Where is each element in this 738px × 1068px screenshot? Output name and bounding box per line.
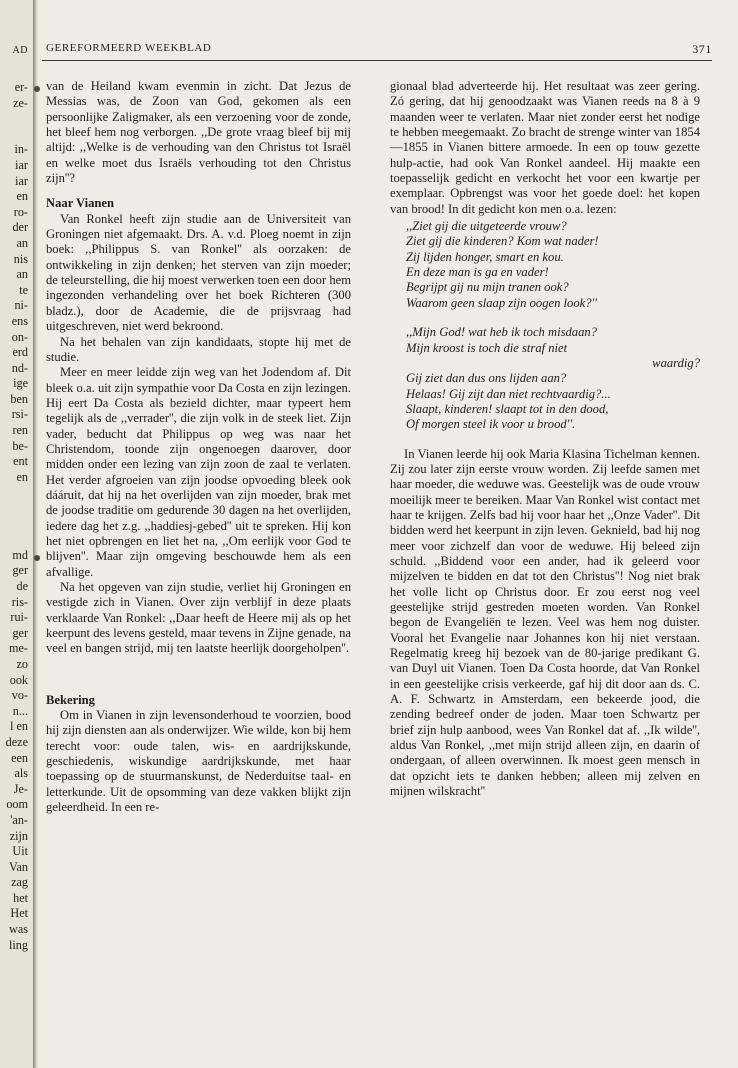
previous-page-line-fragment [6, 532, 28, 548]
poem-line: Helaas! Gij zijt dan niet rechtvaardig?... [406, 386, 611, 401]
previous-page-line-fragment: ren [12, 423, 28, 438]
previous-page-line-fragment: erd [12, 345, 28, 360]
previous-page-line-fragment [6, 501, 28, 517]
paragraph: gionaal blad adverteerde hij. Het resultaat was zeer gering. Zó gering, dat hij genoodzaakt was Vianen reeds na 8 à 9 maanden weer te verlaten. Maar niet zonder eerst het nodige te hebben meegemaakt. Zo bracht de strenge winter van 1854—1855 in Vianen bittere armoede. In een op touw gezette hulp-actie, had ook Van Ronkel aandeel. Hij maakte een toepasselijk gedicht en verkocht het voor een kwartje per exemplaar. Opbrengst was voor het goede doel: het kopen van brood! In dit gedicht kon men o.a. lezen: [390, 79, 700, 216]
previous-page-line-fragment: l en [10, 719, 28, 734]
section-heading-bekering: Bekering [46, 692, 95, 707]
previous-page-line-fragment: er- [14, 80, 28, 94]
paragraph: Om in Vianen in zijn levensonderhoud te voorzien, bood hij zijn diensten aan als onderwijzer. Wie wilde, kon bij hem terecht voor: oude talen, wis- en aardrijkskunde, geschiedenis, wiskundige aardrijkskunde, met haar toepassing op de stuurmanskunst, de Nederduitse taal- en letterkunde. Uit de opsomming van deze vakken blijkt zijn geleerdheid. In een re- [46, 708, 351, 815]
poem-line: waardig? [652, 355, 700, 370]
previous-page-line-fragment: an [16, 235, 28, 250]
poem-line: Begrijpt gij nu mijn tranen ook? [406, 280, 569, 295]
previous-page-line-fragment: Je- [13, 781, 28, 796]
previous-page-line-fragment: oom [6, 797, 28, 812]
poem-line: Of morgen steel ik voor u brood''. [406, 417, 576, 432]
running-header [46, 42, 712, 58]
poem-line: En deze man is ga en vader! [406, 265, 549, 280]
publication-title: GEREFORMEERD WEEKBLAD [46, 42, 212, 54]
spacer [390, 433, 700, 447]
margin-bullet-mark [34, 86, 40, 92]
previous-page-line-fragment: ben [10, 391, 28, 406]
previous-page-line-fragment: an [16, 267, 28, 282]
previous-page-line-fragment: de [16, 579, 28, 593]
previous-page-line-fragment: Uit [12, 844, 28, 859]
poem-stanza-2 [390, 325, 700, 432]
previous-page-line-fragment: ris- [11, 594, 28, 609]
previous-page-line-fragment: der [12, 220, 28, 235]
previous-page-line-fragment: Van [9, 859, 28, 874]
previous-page-line-fragment: ens [11, 313, 28, 328]
previous-page-text-fragments [6, 80, 28, 953]
previous-page-line-fragment: ze- [13, 95, 28, 110]
previous-page-line-fragment: en [16, 189, 28, 204]
previous-page-line-fragment: ger [12, 625, 28, 640]
previous-page-line-fragment: nd- [11, 360, 28, 375]
intro-paragraph: van de Heiland kwam evenmin in zicht. Dat Jezus de Messias was, de Zoon van God, gekomen als een persoonlijke Zaligmaker, als een verzoening voor de zonde, het bleef hem nog verborgen. ,,De grote vraag bleef bij mij altijd: ,,Welke is de verhouding van den Christus tot Israël en welke moet dus Israëls verhouding tot den Christus zijn''? [46, 79, 351, 186]
previous-page-line-fragment: md [12, 547, 28, 562]
poem-line: Gij ziet dan dus ons lijden aan? [406, 371, 567, 386]
book-spine-shadow [33, 0, 38, 1068]
previous-page-line-fragment: ige [13, 376, 28, 391]
previous-page-line-fragment: Het [10, 906, 28, 921]
previous-page-line-fragment: 'an- [10, 812, 28, 827]
previous-page-line-fragment: zag [11, 875, 28, 890]
previous-page-line-fragment: be- [12, 438, 28, 453]
paragraph: In Vianen leerde hij ook Maria Klasina Tichelman kennen. Zij zou later zijn eerste vrouw worden. Zij leefde samen met haar moeder, die weduwe was. Geestelijk was de oude vrouw moeilijk meer te bereiken. Maar Van Ronkel wist contact met haar te krijgen. Zelfs bad hij voor haar het ,,Onze Vader''. Dit bidden werd het keerpunt in zijn leven. Geknield, bad hij nog meer voor zichzelf dan voor de weduwe. Hij beleed zijn schuld. ,,Biddend voor een ander, had ik geleerd voor mijzelven te bidden en dat tot den Christus''! Nog niet brak het volle licht op Christus door. Er zou eerst nog veel geestelijke strijd gestreden moeten worden. Van Ronkel begon de Evangeliën te lezen. Veel was hem nog duister. Vooral het Evangelie naar Johannes kon hij niet verstaan. Regelmatig kreeg hij bezoek van de 80-jarige predikant G. van Duyl uit Vianen. Toen Da Costa hoorde, dat Van Ronkel in een geestelijke crisis verkeerde, gaf hij dit door aan ds. C. A. F. Schwartz in Amsterdam, een bekeerde jood, die zending bedreef onder de joden. Maar toen Schwartz per brief zijn hulp aanbood, wees Van Ronkel dat af. ,,Ik wilde'', aldus Van Ronkel, ,,met mijn strijd alleen zijn, en daarin of ondergaan, of alleen overwinnen. Ik moest geen mensch in dat opzicht iets te danken hebben; alleen mij zelven en mijnen wilskracht'' [390, 446, 700, 799]
previous-page-strip [0, 0, 34, 1068]
poem-line: Waarom geen slaap zijn oogen look?'' [406, 295, 597, 310]
previous-page-line-fragment: als [14, 766, 28, 781]
section-heading-naar-vianen: Naar Vianen [46, 196, 114, 211]
previous-page-line-fragment [6, 517, 28, 533]
header-rule [42, 60, 712, 61]
previous-page-line-fragment: nis [13, 251, 28, 266]
previous-page-line-fragment: te [19, 282, 28, 297]
page-number: 371 [692, 42, 712, 56]
previous-page-line-fragment [6, 127, 28, 143]
poem-line: ,,Mijn God! wat heb ik toch misdaan? [406, 325, 597, 340]
previous-page-line-fragment: zijn [9, 828, 28, 843]
previous-page-line-fragment: ling [9, 937, 28, 952]
previous-page-header-fragment: AD [12, 45, 28, 56]
previous-page-line-fragment: ger [12, 563, 28, 578]
poem-line: Zij lijden honger, smart en kou. [406, 249, 564, 264]
previous-page-line-fragment: rui- [10, 610, 28, 625]
previous-page-line-fragment: ni- [14, 298, 28, 313]
paragraph: Na het behalen van zijn kandidaats, stopte hij met de studie. [46, 334, 351, 364]
poem-stanza-1 [390, 219, 700, 311]
previous-page-line-fragment: vo- [11, 688, 28, 703]
previous-page-line-fragment: me- [9, 641, 28, 656]
poem-line: Mijn kroost is toch die straf niet [406, 340, 568, 355]
previous-page-line-fragment [6, 485, 28, 501]
previous-page-line-fragment: ro- [13, 204, 28, 219]
previous-page-line-fragment [6, 111, 28, 127]
poem-line: Slaapt, kinderen! slaapt tot in den dood, [406, 401, 609, 416]
previous-page-line-fragment: ent [13, 454, 28, 469]
previous-page-line-fragment: een [11, 750, 28, 765]
previous-page-line-fragment: was [9, 922, 28, 937]
paragraph: Meer en meer leidde zijn weg van het Jodendom af. Dit bleek o.a. uit zijn sympathie voor Da Costa en zijn lezingen. Hij eert Da Costa als bezield dichter, maar typeert hem tegelijk als de ,,verrader'', die zijn volk in de steek liet. Zijn vader, beducht dat Philippus op weg was naar het Christendom, toonde zijn ongenoegen daarover, door midden onder een lezing van zijn zoon de zaal te verlaten. Het verder afgroeien van zijn joodse opvoeding bleek ook dááruit, dat hij na het overlijden van zijn moeder, brak met de joodse traditie om gedurende 30 dagen na het overlijden, iedere dag het z.g. ,,haddiesj-gebed'' uit te spreken. Hij kon het niet opbrengen en liet het na, ,,Om eerlijk voor God te blijven''. Maar zijn omgeving beschouwde hem als een afvallige. [46, 365, 351, 579]
previous-page-line-fragment: rsi- [11, 407, 28, 422]
right-text-column [390, 79, 700, 799]
margin-bullet-mark [34, 555, 40, 561]
poem-line: Ziet gij die kinderen? Kom wat nader! [406, 234, 599, 249]
previous-page-line-fragment: zo [16, 656, 28, 671]
previous-page-line-fragment: iar [15, 157, 28, 172]
previous-page-line-fragment: en [16, 469, 28, 484]
previous-page-line-fragment: n... [12, 703, 28, 718]
paragraph: Na het opgeven van zijn studie, verliet hij Groningen en vestigde zich in Vianen. Over zijn verblijf in deze plaats verklaarde Van Ronkel: ,,Daar heeft de Heere mij als op het keerpunt des levens gesteld, maar tevens in Zijne genade, na veel en bangen strijd, mij ten laatste heerlijk doorgeholpen''. [46, 580, 351, 656]
previous-page-line-fragment: ook [9, 672, 28, 687]
previous-page-line-fragment: on- [11, 329, 28, 344]
left-text-column [46, 79, 351, 815]
previous-page-line-fragment: het [13, 890, 28, 905]
previous-page-line-fragment: iar [15, 173, 28, 188]
previous-page-line-fragment: deze [5, 734, 28, 749]
paragraph: Van Ronkel heeft zijn studie aan de Universiteit van Groningen niet afgemaakt. Drs. A. v.d. Ploeg noemt in zijn boek: ,,Philippus S. van Ronkel'' als oorzaken: de ontwikkeling in zijn denken; het sterven van zijn moeder; de teleurstelling, die hij moest verwerken toen een door hem ingezonden verhandeling over het boek Richteren (300 bladz.), door de Academie, die de prijsvraag had uitgeschreven, niet werd bekroond. [46, 211, 351, 334]
previous-page-line-fragment: in- [14, 142, 28, 157]
poem-line: ,,Ziet gij die uitgeteerde vrouw? [406, 219, 567, 234]
